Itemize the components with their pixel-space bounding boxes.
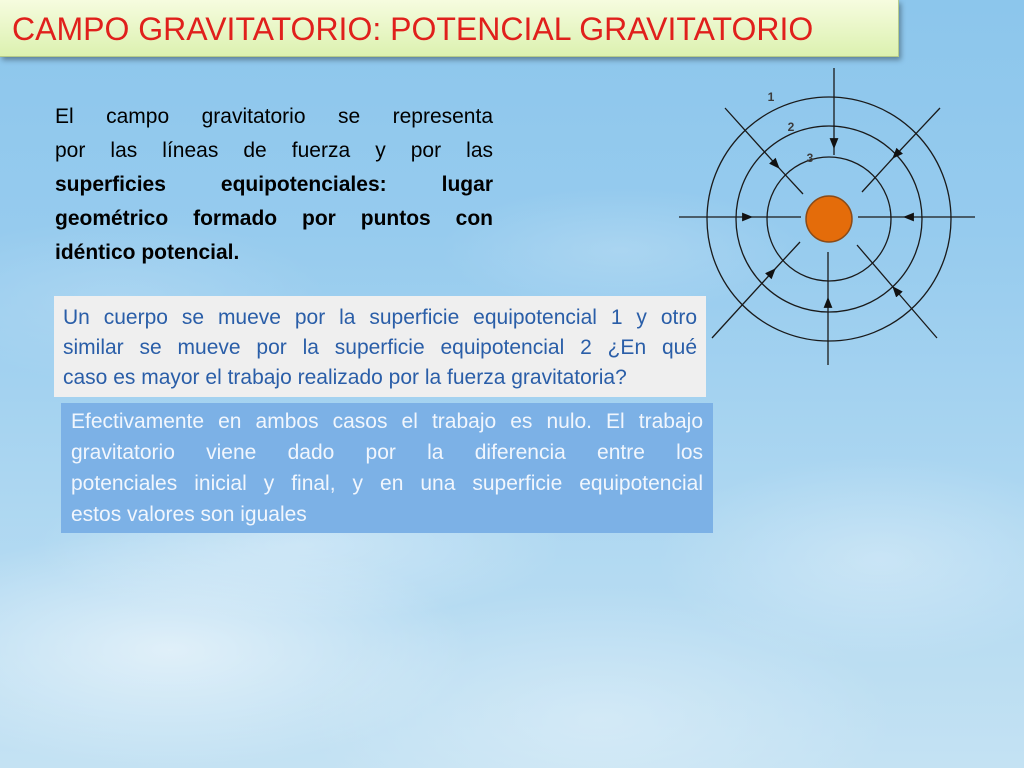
field-line-lower-left — [712, 242, 800, 338]
answer-line: gravitatorio viene dado por la diferencia entre los — [71, 441, 703, 464]
intro-definition-line: geométrico formado por puntos con — [55, 207, 493, 230]
intro-definition-line: idéntico potencial. — [55, 241, 240, 264]
question-line: Un cuerpo se mueve por la superficie equipotencial 1 y otro — [63, 306, 697, 329]
question-line: similar se mueve por la superficie equipotencial 2 ¿En qué — [63, 336, 697, 359]
answer-box — [61, 403, 713, 533]
field-line-lower-right — [857, 245, 937, 338]
gravitational-field-diagram — [670, 60, 990, 380]
intro-line: El campo gravitatorio se representa — [55, 105, 493, 128]
slide-title: CAMPO GRAVITATORIO: POTENCIAL GRAVITATORIO — [12, 11, 814, 47]
title-bar — [0, 0, 899, 57]
answer-line: estos valores son iguales — [71, 503, 307, 526]
mass-sphere — [806, 196, 852, 242]
intro-definition-line: superficies equipotenciales: lugar — [55, 173, 493, 196]
question-line: caso es mayor el trabajo realizado por la fuerza gravitatoria? — [63, 366, 627, 389]
surface-label-3: 3 — [806, 151, 814, 165]
answer-line: Efectivamente en ambos casos el trabajo es nulo. El trabajo — [71, 410, 703, 433]
surface-label-2: 2 — [787, 120, 795, 134]
intro-line: por las líneas de fuerza y por las — [55, 139, 493, 162]
answer-line: potenciales inicial y final, y en una superficie equipotencial — [71, 472, 703, 495]
surface-label-1: 1 — [767, 90, 775, 104]
intro-paragraph — [55, 100, 493, 270]
question-box — [54, 296, 706, 397]
